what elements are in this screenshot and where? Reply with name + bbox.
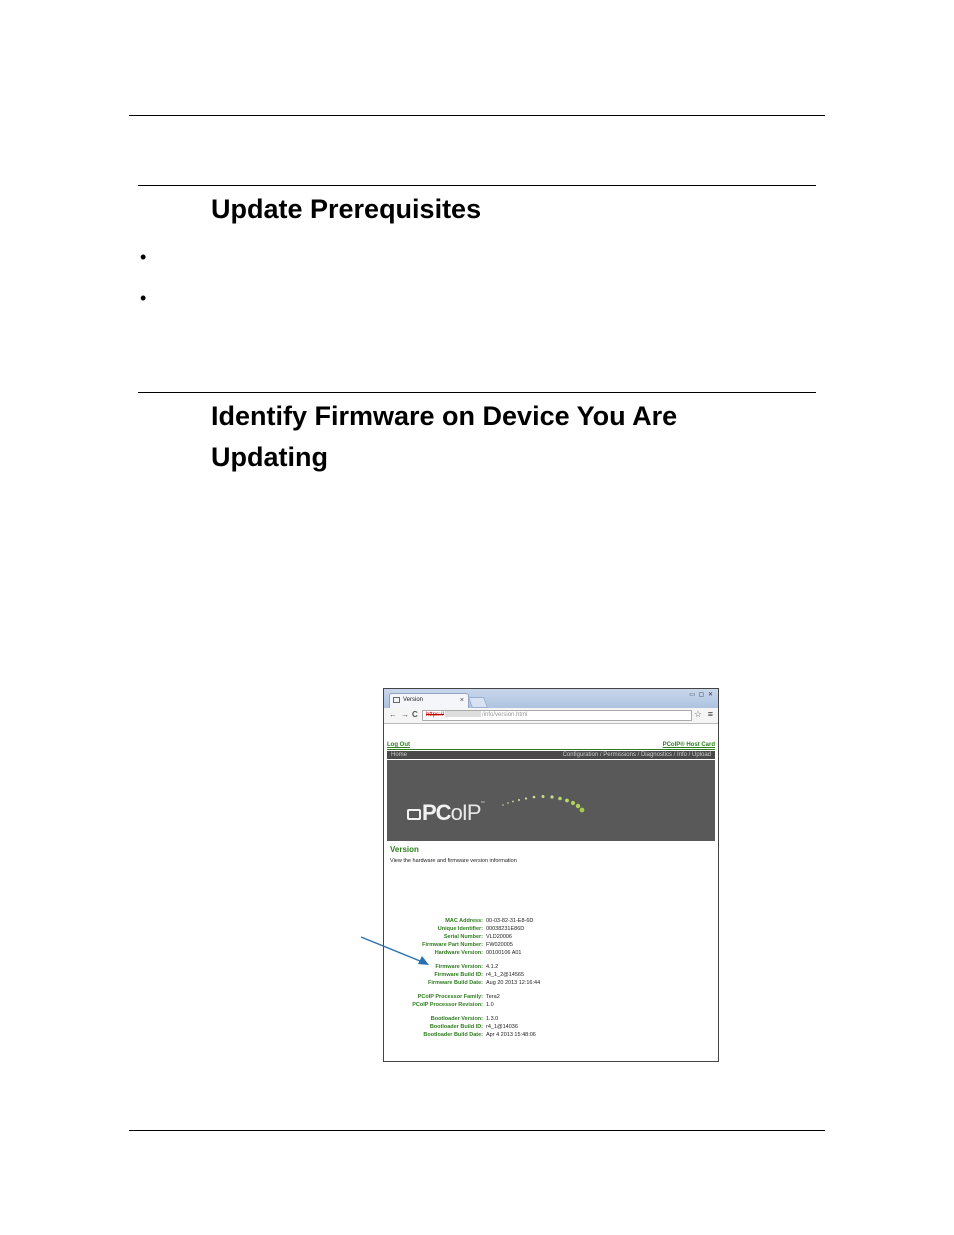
info-row: Firmware Part Number: FW020005 [422, 942, 513, 948]
info-row: Firmware Build ID: r4_1_2@14565 [434, 972, 525, 978]
info-row: Bootloader Build Date: Apr 4 2013 15:48:06 [423, 1032, 536, 1038]
window-buttons[interactable]: ▭ ▢ ✕ [689, 692, 714, 698]
page-icon [393, 697, 400, 703]
info-row: Bootloader Build ID: r4_1@14036 [429, 1024, 518, 1030]
info-row: MAC Address: 00-03-82-31-E8-6D [445, 918, 534, 924]
section-rule-1 [138, 185, 816, 186]
address-bar[interactable] [422, 710, 692, 721]
browser-toolbar [384, 708, 718, 724]
info-row-firmware-version: Firmware Version: 4.1.2 [435, 964, 499, 970]
header-rule [129, 115, 825, 116]
section-rule-2 [138, 392, 816, 393]
info-row: Hardware Version: 00100106 A01 [434, 950, 522, 956]
section-heading-identify-firmware: Identify Firmware on Device You Are Updating [211, 401, 678, 472]
info-row: Firmware Build Date: Aug 20 2013 12:16:44 [427, 980, 541, 986]
log-out-link[interactable]: Log Out [387, 742, 410, 748]
bullet-item: • [140, 288, 147, 308]
product-name: PCoIP® Host Card [662, 742, 715, 748]
reload-icon[interactable]: C [412, 710, 418, 719]
page-description: View the hardware and firmware version information [390, 858, 517, 864]
info-row: PCoIP Processor Family: Tera2 [417, 994, 500, 1000]
back-icon[interactable]: ← [389, 710, 397, 719]
insecure-lock-icon: https:// [426, 712, 445, 718]
browser-tab[interactable] [389, 693, 469, 708]
browser-screenshot [383, 688, 719, 1062]
home-link[interactable]: Home [391, 752, 408, 758]
tab-title: Version [403, 697, 424, 703]
menu-icon[interactable]: ≡ [707, 709, 713, 719]
app-top-row [387, 742, 715, 750]
decorative-dots-swoosh [497, 760, 607, 841]
section-heading-update-prerequisites: Update Prerequisites [211, 194, 482, 224]
page-title: Version [390, 845, 419, 854]
redacted-host [445, 711, 481, 717]
new-tab-button[interactable] [468, 697, 488, 708]
pointer-arrow-icon [355, 935, 435, 975]
close-icon[interactable]: × [459, 697, 464, 704]
pcoip-logo: PCoIP™ [407, 800, 484, 826]
forward-icon[interactable]: → [401, 710, 409, 719]
footer-rule [129, 1130, 825, 1131]
info-row: Bootloader Version: 1.3.0 [430, 1016, 499, 1022]
browser-titlebar [384, 689, 718, 708]
url-path: /info/version.html [482, 712, 528, 718]
pcoip-banner [387, 760, 715, 841]
info-row: Unique Identifier: 00038231E86D [437, 926, 525, 932]
bullet-item: • [140, 247, 147, 267]
menu-links[interactable]: Configuration / Permissions / Diagnostics / Info / Upload [562, 752, 711, 758]
info-row: Serial Number: VLD20006 [443, 934, 512, 940]
info-row: PCoIP Processor Revision: 1.0 [412, 1002, 494, 1008]
bookmark-star-icon[interactable]: ☆ [693, 709, 702, 719]
pcoip-logo-icon [407, 809, 421, 820]
app-menubar [387, 751, 715, 759]
